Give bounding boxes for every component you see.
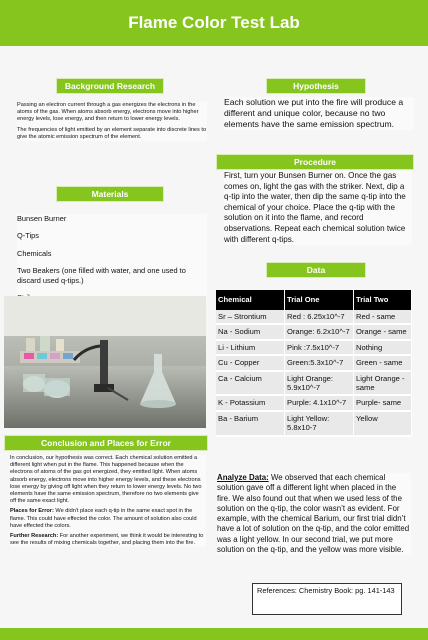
conclusion-paragraph: In conclusion, our hypothesis was correct. Each chemical solution emitted a different light when put in the flame. This happened because when the electrons of atoms of the gas got energized, they emitted light. When atoms absorb energy, electrons move into higher energy levels, and these electrons lose energy by giving off light when they return to lower energy levels. No two elements have the same emission spectrum, therefore no two elements give off the same exact light. [10, 455, 202, 505]
analyze-data-label: Analyze Data: [217, 473, 269, 482]
table-row [216, 310, 412, 324]
table-cell: Yellow [354, 411, 412, 436]
column-header: Trial Two [354, 290, 412, 310]
materials-item: Two Beakers (one filled with water, and one used to discard used q-tips.) [17, 266, 186, 285]
further-research-text: For another experiment, we think it would be interesting to see the results of mixing chemicals together, and placing them into the fire. [10, 533, 204, 547]
procedure-text: First, turn your Bunsen Burner on. Once the gas comes on, light the gas with the striker. Next, dip a q-tip into the water, then dip the same q-tip into the chemical of your choice. Place the q-tip with the solution on it into the flame, and record observations. Repeat each chemical solution twice with different q-tips. [224, 171, 412, 245]
table-cell: Orange - same [354, 324, 412, 339]
table-cell: K - Potassium [216, 395, 285, 410]
materials-header: Materials [56, 186, 164, 202]
materials-item: Chemicals [17, 248, 52, 258]
further-research-paragraph [10, 533, 206, 547]
further-research-label: Further Research: [10, 533, 59, 540]
table-row [216, 355, 412, 370]
table-cell: Cu - Copper [216, 355, 285, 370]
table-cell: Light Orange: 5.9x10^-7 [285, 371, 354, 396]
lab-setup-photo [4, 296, 206, 428]
table-cell: Sr – Strontium [216, 310, 285, 324]
background-paragraph-1: Passing an electron current through a gas energizes the electrons in the atoms of the gas. When atoms absorb energy, electrons move into higher energy levels, lose energy, and then return to lower energy levels. [17, 102, 199, 123]
background-paragraph-2: The frequencies of light emitted by an element separate into discrete lines to give the atomic emission spectrum of the element. [17, 126, 207, 140]
table-cell: Purple: 4.1x10^-7 [285, 395, 354, 410]
column-header: Trial One [285, 290, 354, 310]
bottom-bar [0, 628, 428, 640]
table-row [216, 340, 412, 355]
table-cell: Nothing [354, 340, 412, 355]
table-row [216, 411, 412, 436]
table-cell: Light Yellow: 5.8x10-7 [285, 411, 354, 436]
background-header: Background Research [56, 78, 164, 94]
table-header-row [216, 290, 412, 310]
procedure-header: Procedure [216, 154, 414, 170]
lab-setup-illustration [4, 296, 206, 428]
table-cell: Pink :7.5x10^-7 [285, 340, 354, 355]
table-cell: Na - Sodium [216, 324, 285, 339]
column-header: Chemical [216, 290, 285, 310]
table-cell: Ba - Barium [216, 411, 285, 436]
analyze-data-paragraph [217, 473, 411, 555]
places-for-error-text: We didn't place each q-tip in the same exact spot in the flame. This could have effected the color. The amount of solution also could have effected the colors. [10, 508, 197, 529]
conclusion-header: Conclusion and Places for Error [4, 435, 208, 451]
table-row [216, 324, 412, 339]
hypothesis-header: Hypothesis [266, 78, 366, 94]
references-box: References: Chemistry Book: pg. 141-143 [252, 583, 402, 615]
materials-item: Q-Tips [17, 231, 39, 241]
data-table [216, 290, 412, 437]
materials-item: Bunsen Burner [17, 214, 67, 223]
data-header: Data [266, 262, 366, 278]
table-cell: Red : 6.25x10^-7 [285, 310, 354, 324]
table-row [216, 371, 412, 396]
conclusion-section [10, 455, 206, 547]
hypothesis-text: Each solution we put into the fire will produce a different and unique color, because no two elements have the same emission spectrum. [224, 97, 414, 130]
title-bar [0, 0, 428, 46]
places-for-error-paragraph [10, 508, 206, 530]
background-section [17, 102, 207, 141]
places-for-error-label: Places for Error: [10, 508, 54, 515]
table-cell: Orange: 6.2x10^-7 [285, 324, 354, 339]
table-cell: Red - same [354, 310, 412, 324]
materials-list [17, 214, 207, 302]
poster-title: Flame Color Test Lab [128, 13, 300, 32]
table-cell: Ca - Calcium [216, 371, 285, 396]
table-cell: Green:5.3x10^-7 [285, 355, 354, 370]
table-cell: Purple- same [354, 395, 412, 410]
analyze-data-text: We observed that each chemical solution gave off a different light when placed in the fire. We also found out that when we used less of the solution on the q-tip, the color wasn’t as evident. For example, with the chemical Barium, our first trial didn’t have a lot of solution on the q-tip, and the color emitted was a light yellow. In our second trial, we put more solution on the q-tip, and the yellow was more visible. [217, 473, 410, 555]
table-row [216, 395, 412, 410]
table-cell: Green - same [354, 355, 412, 370]
table-cell: Light Orange - same [354, 371, 412, 396]
table-cell: Li - Lithium [216, 340, 285, 355]
